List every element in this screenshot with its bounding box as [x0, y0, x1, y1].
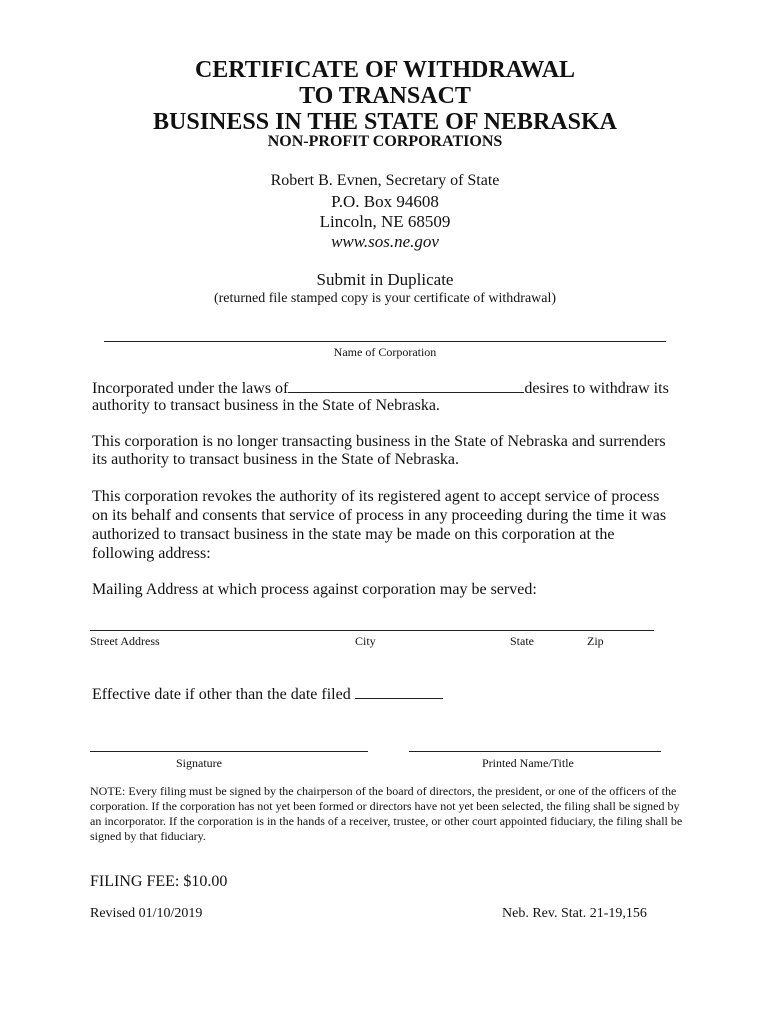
printed-name-title-field[interactable]	[409, 751, 661, 752]
statute-reference: Neb. Rev. Stat. 21-19,156	[502, 906, 647, 921]
document-subtitle: NON-PROFIT CORPORATIONS	[267, 133, 503, 150]
city-label: City	[355, 634, 376, 648]
surrender-line2: its authority to transact business in the State of Nebraska.	[92, 451, 460, 468]
surrender-line1: This corporation is no longer transacting business in the State of Nebraska and surrenders	[92, 433, 666, 450]
website-link[interactable]: www.sos.ne.gov	[331, 232, 439, 251]
street-address-label: Street Address	[90, 634, 160, 648]
incorporated-line2: authority to transact business in the State of Nebraska.	[92, 397, 440, 414]
zip-label: Zip	[587, 634, 604, 648]
submit-instruction: Submit in Duplicate	[316, 270, 454, 289]
revised-date: Revised 01/10/2019	[90, 906, 203, 921]
city-state-zip: Lincoln, NE 68509	[319, 212, 451, 231]
document-title-line1: CERTIFICATE OF WITHDRAWAL	[194, 57, 576, 83]
state-of-incorporation-field[interactable]	[288, 378, 524, 393]
filing-fee: FILING FEE: $10.00	[90, 873, 228, 890]
effective-date-label: Effective date if other than the date filed	[92, 686, 351, 703]
revocation-line2: on its behalf and consents that service of process in any proceeding during the time it was	[92, 507, 667, 524]
document-title-line3: BUSINESS IN THE STATE OF NEBRASKA	[153, 109, 617, 135]
po-box: P.O. Box 94608	[331, 192, 439, 211]
signature-label: Signature	[176, 756, 222, 770]
revocation-line3: authorized to transact business in the state may be made on this corporation at the	[92, 526, 615, 543]
revocation-line1: This corporation revokes the authority of its registered agent to accept service of process	[92, 488, 660, 505]
document-title-line2: TO TRANSACT	[299, 83, 471, 109]
printed-name-title-label: Printed Name/Title	[482, 756, 574, 770]
revocation-line4: following address:	[92, 545, 211, 562]
incorporated-prefix: Incorporated under the laws of	[92, 380, 289, 397]
effective-date-field[interactable]	[355, 684, 443, 699]
signature-field[interactable]	[90, 751, 368, 752]
effective-date-row	[92, 684, 443, 704]
corporation-name-field[interactable]	[104, 341, 666, 342]
secretary-of-state: Robert B. Evnen, Secretary of State	[270, 172, 500, 189]
incorporated-line1	[92, 378, 669, 398]
mailing-address-field[interactable]	[90, 630, 654, 631]
submit-note: (returned file stamped copy is your certificate of withdrawal)	[213, 291, 557, 306]
incorporated-suffix: desires to withdraw its	[524, 380, 669, 397]
state-label: State	[510, 634, 534, 648]
mailing-address-heading: Mailing Address at which process against corporation may be served:	[92, 581, 537, 598]
corporation-name-label: Name of Corporation	[333, 345, 437, 359]
signing-note: NOTE: Every filing must be signed by the chairperson of the board of directors, the president, or one of the officers of the corporation. If the corporation has not yet been formed or directors have not yet been selected, the filing shall be signed by an incorporator. If the corporation is in the hands of a receiver, trustee, or other court appointed fiduciary, the filing shall be signed by that fiduciary.	[90, 784, 683, 843]
